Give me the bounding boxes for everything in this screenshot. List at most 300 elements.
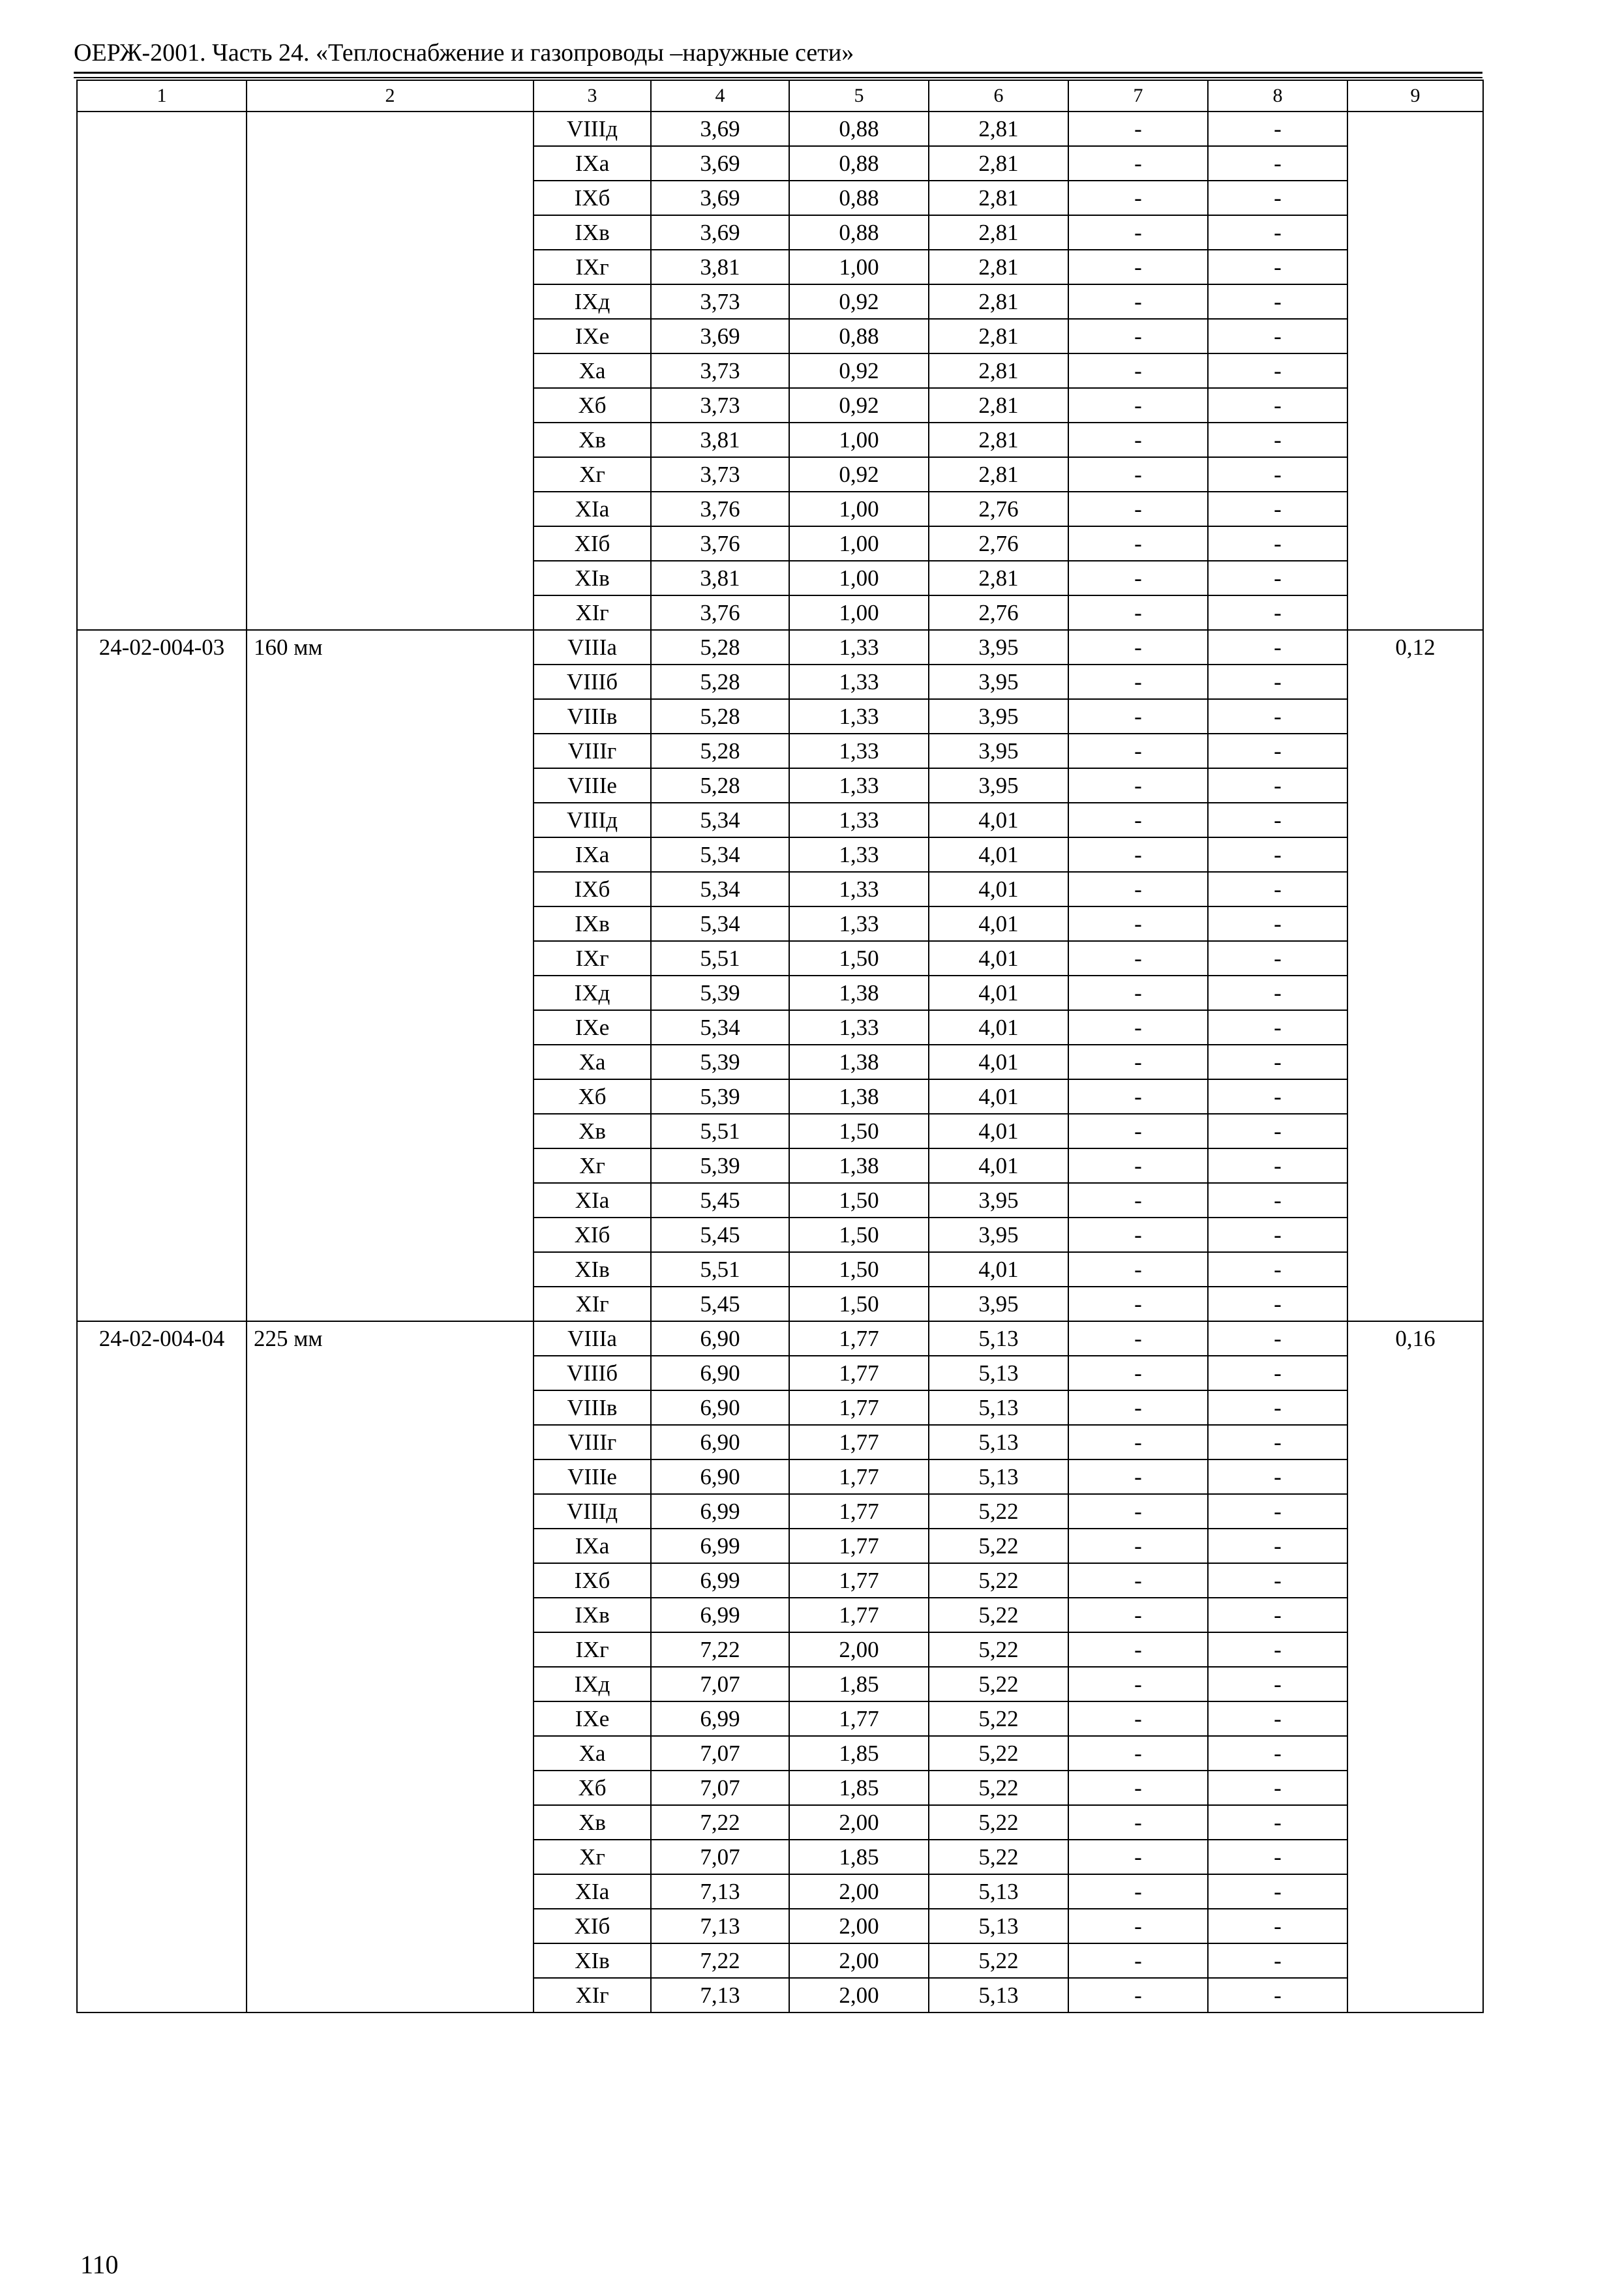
value-cell: - <box>1208 457 1347 492</box>
column-header: 2 <box>247 80 534 112</box>
column-9-cell: 0,12 <box>1347 630 1483 1321</box>
value-cell: 3,69 <box>651 319 789 353</box>
value-cell: - <box>1208 561 1347 595</box>
value-cell: - <box>1068 699 1208 734</box>
value-cell: 5,22 <box>929 1771 1068 1805</box>
value-cell: - <box>1068 1425 1208 1459</box>
value-cell: 2,76 <box>929 595 1068 630</box>
value-cell: 7,22 <box>651 1632 789 1667</box>
value-cell: 0,88 <box>789 319 929 353</box>
value-cell: - <box>1068 250 1208 284</box>
region-zone-cell: XIб <box>534 1218 651 1252</box>
region-zone-cell: Xб <box>534 1771 651 1805</box>
value-cell: - <box>1068 595 1208 630</box>
value-cell: 1,33 <box>789 665 929 699</box>
value-cell: - <box>1208 353 1347 388</box>
value-cell: 5,13 <box>929 1390 1068 1425</box>
value-cell: 6,90 <box>651 1356 789 1390</box>
value-cell: - <box>1208 1978 1347 2012</box>
value-cell: 5,13 <box>929 1459 1068 1494</box>
value-cell: 4,01 <box>929 872 1068 906</box>
value-cell: 4,01 <box>929 976 1068 1010</box>
region-zone-cell: Xг <box>534 1840 651 1874</box>
value-cell: 1,50 <box>789 1287 929 1321</box>
value-cell: 5,34 <box>651 906 789 941</box>
value-cell: 4,01 <box>929 1252 1068 1287</box>
value-cell: - <box>1068 1218 1208 1252</box>
region-zone-cell: XIв <box>534 1943 651 1978</box>
value-cell: 1,77 <box>789 1529 929 1563</box>
value-cell: 2,00 <box>789 1943 929 1978</box>
value-cell: 1,50 <box>789 1252 929 1287</box>
column-header: 4 <box>651 80 789 112</box>
value-cell: 1,00 <box>789 423 929 457</box>
value-cell: 7,07 <box>651 1667 789 1701</box>
value-cell: - <box>1068 1805 1208 1840</box>
value-cell: 5,22 <box>929 1840 1068 1874</box>
region-zone-cell: IXг <box>534 1632 651 1667</box>
region-zone-cell: IXд <box>534 284 651 319</box>
value-cell: - <box>1068 1183 1208 1218</box>
value-cell: 1,85 <box>789 1736 929 1771</box>
value-cell: - <box>1208 595 1347 630</box>
value-cell: 2,81 <box>929 457 1068 492</box>
value-cell: 5,13 <box>929 1978 1068 2012</box>
value-cell: - <box>1208 1390 1347 1425</box>
value-cell: - <box>1068 1667 1208 1701</box>
value-cell: - <box>1208 1874 1347 1909</box>
value-cell: 6,90 <box>651 1390 789 1425</box>
value-cell: - <box>1068 1114 1208 1148</box>
region-zone-cell: VIIIг <box>534 734 651 768</box>
column-header: 3 <box>534 80 651 112</box>
value-cell: 4,01 <box>929 1114 1068 1148</box>
value-cell: 1,50 <box>789 941 929 976</box>
value-cell: 5,39 <box>651 1045 789 1079</box>
column-header: 5 <box>789 80 929 112</box>
value-cell: 2,81 <box>929 181 1068 215</box>
region-zone-cell: XIа <box>534 492 651 526</box>
value-cell: 5,22 <box>929 1943 1068 1978</box>
region-zone-cell: Xа <box>534 353 651 388</box>
value-cell: 1,77 <box>789 1321 929 1356</box>
value-cell: - <box>1208 492 1347 526</box>
value-cell: - <box>1208 1218 1347 1252</box>
value-cell: - <box>1068 353 1208 388</box>
value-cell: 0,92 <box>789 457 929 492</box>
rate-name-cell: 225 мм <box>247 1321 534 2012</box>
value-cell: 6,99 <box>651 1529 789 1563</box>
region-zone-cell: VIIIд <box>534 1494 651 1529</box>
column-header: 8 <box>1208 80 1347 112</box>
value-cell: - <box>1208 1771 1347 1805</box>
value-cell: - <box>1208 1529 1347 1563</box>
value-cell: 1,85 <box>789 1840 929 1874</box>
value-cell: 4,01 <box>929 1148 1068 1183</box>
value-cell: 5,13 <box>929 1321 1068 1356</box>
value-cell: 1,33 <box>789 837 929 872</box>
value-cell: - <box>1208 112 1347 146</box>
value-cell: - <box>1068 1287 1208 1321</box>
region-zone-cell: Xа <box>534 1736 651 1771</box>
value-cell: - <box>1068 1701 1208 1736</box>
value-cell: - <box>1068 284 1208 319</box>
region-zone-cell: VIIIб <box>534 1356 651 1390</box>
value-cell: - <box>1068 1909 1208 1943</box>
value-cell: 2,00 <box>789 1632 929 1667</box>
value-cell: 0,88 <box>789 181 929 215</box>
column-header: 1 <box>77 80 247 112</box>
region-zone-cell: VIIIд <box>534 112 651 146</box>
value-cell: - <box>1208 1183 1347 1218</box>
value-cell: - <box>1208 1148 1347 1183</box>
region-zone-cell: Xг <box>534 1148 651 1183</box>
value-cell: - <box>1068 630 1208 665</box>
value-cell: 5,39 <box>651 976 789 1010</box>
value-cell: 0,88 <box>789 146 929 181</box>
value-cell: 4,01 <box>929 906 1068 941</box>
value-cell: - <box>1068 1321 1208 1356</box>
value-cell: 5,45 <box>651 1183 789 1218</box>
value-cell: - <box>1208 941 1347 976</box>
value-cell: 5,22 <box>929 1529 1068 1563</box>
value-cell: - <box>1068 837 1208 872</box>
value-cell: 3,95 <box>929 734 1068 768</box>
value-cell: 1,33 <box>789 1010 929 1045</box>
region-zone-cell: IXа <box>534 146 651 181</box>
value-cell: - <box>1208 1079 1347 1114</box>
value-cell: 2,81 <box>929 284 1068 319</box>
value-cell: - <box>1208 181 1347 215</box>
value-cell: - <box>1068 112 1208 146</box>
value-cell: 3,95 <box>929 699 1068 734</box>
value-cell: - <box>1208 250 1347 284</box>
value-cell: 5,34 <box>651 872 789 906</box>
value-cell: 2,81 <box>929 112 1068 146</box>
value-cell: - <box>1208 423 1347 457</box>
value-cell: 5,28 <box>651 734 789 768</box>
rate-code-cell: 24-02-004-04 <box>77 1321 247 2012</box>
value-cell: 1,77 <box>789 1701 929 1736</box>
value-cell: 4,01 <box>929 1010 1068 1045</box>
value-cell: 1,33 <box>789 906 929 941</box>
value-cell: 3,95 <box>929 1183 1068 1218</box>
region-zone-cell: IXа <box>534 1529 651 1563</box>
value-cell: 5,22 <box>929 1632 1068 1667</box>
value-cell: 5,22 <box>929 1494 1068 1529</box>
value-cell: 5,34 <box>651 1010 789 1045</box>
region-zone-cell: Xв <box>534 1114 651 1148</box>
value-cell: - <box>1068 1771 1208 1805</box>
value-cell: 1,77 <box>789 1563 929 1598</box>
value-cell: 4,01 <box>929 1079 1068 1114</box>
value-cell: - <box>1208 1805 1347 1840</box>
value-cell: - <box>1068 526 1208 561</box>
value-cell: 6,90 <box>651 1459 789 1494</box>
region-zone-cell: VIIIг <box>534 1425 651 1459</box>
value-cell: 4,01 <box>929 803 1068 837</box>
value-cell: 1,00 <box>789 561 929 595</box>
value-cell: 3,69 <box>651 146 789 181</box>
value-cell: 1,33 <box>789 803 929 837</box>
value-cell: 5,51 <box>651 1252 789 1287</box>
value-cell: - <box>1208 630 1347 665</box>
value-cell: 2,81 <box>929 423 1068 457</box>
region-zone-cell: XIг <box>534 1978 651 2012</box>
value-cell: - <box>1068 1632 1208 1667</box>
value-cell: 5,22 <box>929 1667 1068 1701</box>
value-cell: 3,81 <box>651 423 789 457</box>
value-cell: - <box>1068 1943 1208 1978</box>
region-zone-cell: IXб <box>534 1563 651 1598</box>
region-zone-cell: IXе <box>534 1701 651 1736</box>
value-cell: - <box>1208 1252 1347 1287</box>
value-cell: - <box>1208 1114 1347 1148</box>
value-cell: - <box>1208 665 1347 699</box>
value-cell: - <box>1068 423 1208 457</box>
value-cell: 1,38 <box>789 1045 929 1079</box>
region-zone-cell: Xб <box>534 1079 651 1114</box>
value-cell: - <box>1208 872 1347 906</box>
value-cell: 1,38 <box>789 1079 929 1114</box>
rate-name-cell: 160 мм <box>247 630 534 1321</box>
value-cell: 7,13 <box>651 1978 789 2012</box>
value-cell: 1,77 <box>789 1598 929 1632</box>
value-cell: - <box>1068 1736 1208 1771</box>
column-header: 6 <box>929 80 1068 112</box>
value-cell: - <box>1068 1356 1208 1390</box>
value-cell: 5,28 <box>651 665 789 699</box>
region-zone-cell: IXд <box>534 976 651 1010</box>
value-cell: 1,00 <box>789 526 929 561</box>
rate-code-cell <box>77 112 247 630</box>
value-cell: - <box>1208 319 1347 353</box>
page-number: 110 <box>80 2250 119 2279</box>
value-cell: - <box>1208 215 1347 250</box>
value-cell: - <box>1068 1598 1208 1632</box>
value-cell: 2,81 <box>929 388 1068 423</box>
value-cell: 3,76 <box>651 595 789 630</box>
value-cell: 2,00 <box>789 1874 929 1909</box>
region-zone-cell: XIг <box>534 1287 651 1321</box>
region-zone-cell: IXв <box>534 215 651 250</box>
value-cell: - <box>1208 1563 1347 1598</box>
value-cell: - <box>1068 1874 1208 1909</box>
region-zone-cell: XIг <box>534 595 651 630</box>
value-cell: - <box>1208 699 1347 734</box>
value-cell: - <box>1208 146 1347 181</box>
value-cell: - <box>1068 941 1208 976</box>
value-cell: 1,33 <box>789 630 929 665</box>
value-cell: 5,34 <box>651 803 789 837</box>
value-cell: - <box>1068 768 1208 803</box>
value-cell: 2,00 <box>789 1978 929 2012</box>
value-cell: 2,81 <box>929 250 1068 284</box>
value-cell: 3,73 <box>651 388 789 423</box>
region-zone-cell: XIв <box>534 561 651 595</box>
value-cell: - <box>1068 146 1208 181</box>
value-cell: - <box>1208 1632 1347 1667</box>
region-zone-cell: IXг <box>534 250 651 284</box>
table-body <box>77 80 1483 2012</box>
value-cell: 5,22 <box>929 1736 1068 1771</box>
value-cell: 3,95 <box>929 768 1068 803</box>
value-cell: - <box>1068 734 1208 768</box>
value-cell: - <box>1208 526 1347 561</box>
region-zone-cell: IXв <box>534 906 651 941</box>
value-cell: 3,73 <box>651 284 789 319</box>
region-zone-cell: IXг <box>534 941 651 976</box>
value-cell: 3,95 <box>929 1218 1068 1252</box>
value-cell: - <box>1208 1701 1347 1736</box>
column-header: 7 <box>1068 80 1208 112</box>
value-cell: - <box>1208 1494 1347 1529</box>
value-cell: - <box>1068 1079 1208 1114</box>
value-cell: - <box>1208 1356 1347 1390</box>
value-cell: 5,39 <box>651 1148 789 1183</box>
value-cell: 5,13 <box>929 1356 1068 1390</box>
region-zone-cell: VIIIв <box>534 699 651 734</box>
value-cell: 2,00 <box>789 1909 929 1943</box>
value-cell: 1,77 <box>789 1425 929 1459</box>
value-cell: 2,81 <box>929 319 1068 353</box>
value-cell: - <box>1208 768 1347 803</box>
value-cell: - <box>1208 1598 1347 1632</box>
region-zone-cell: XIа <box>534 1183 651 1218</box>
region-zone-cell: IXд <box>534 1667 651 1701</box>
value-cell: - <box>1068 1529 1208 1563</box>
value-cell: - <box>1208 1459 1347 1494</box>
value-cell: 0,92 <box>789 388 929 423</box>
region-zone-cell: VIIIе <box>534 1459 651 1494</box>
value-cell: 0,92 <box>789 284 929 319</box>
value-cell: - <box>1208 803 1347 837</box>
column-9-cell <box>1347 112 1483 630</box>
value-cell: - <box>1208 837 1347 872</box>
value-cell: 1,50 <box>789 1218 929 1252</box>
value-cell: - <box>1068 872 1208 906</box>
region-zone-cell: XIв <box>534 1252 651 1287</box>
value-cell: 6,99 <box>651 1701 789 1736</box>
value-cell: 4,01 <box>929 1045 1068 1079</box>
value-cell: 1,33 <box>789 699 929 734</box>
value-cell: 1,50 <box>789 1183 929 1218</box>
value-cell: 1,77 <box>789 1390 929 1425</box>
value-cell: 2,81 <box>929 353 1068 388</box>
region-zone-cell: IXе <box>534 1010 651 1045</box>
value-cell: 3,69 <box>651 112 789 146</box>
value-cell: - <box>1068 457 1208 492</box>
value-cell: - <box>1208 976 1347 1010</box>
value-cell: - <box>1068 181 1208 215</box>
value-cell: 7,13 <box>651 1909 789 1943</box>
value-cell: 0,88 <box>789 112 929 146</box>
value-cell: - <box>1068 1252 1208 1287</box>
value-cell: 3,73 <box>651 353 789 388</box>
value-cell: 1,33 <box>789 734 929 768</box>
value-cell: 7,07 <box>651 1840 789 1874</box>
column-header-row <box>77 80 1483 112</box>
value-cell: - <box>1068 1148 1208 1183</box>
value-cell: 1,00 <box>789 492 929 526</box>
value-cell: - <box>1208 388 1347 423</box>
value-cell: 0,92 <box>789 353 929 388</box>
value-cell: - <box>1208 1045 1347 1079</box>
table-row <box>77 112 1483 146</box>
value-cell: - <box>1208 1667 1347 1701</box>
value-cell: 1,00 <box>789 250 929 284</box>
value-cell: 1,00 <box>789 595 929 630</box>
value-cell: 6,99 <box>651 1598 789 1632</box>
page-title: ОЕРЖ-2001. Часть 24. «Теплоснабжение и газопроводы –наружные сети» <box>74 39 854 67</box>
value-cell: - <box>1208 1287 1347 1321</box>
value-cell: 5,13 <box>929 1425 1068 1459</box>
value-cell: - <box>1208 1943 1347 1978</box>
region-zone-cell: Xг <box>534 457 651 492</box>
value-cell: 5,13 <box>929 1909 1068 1943</box>
value-cell: 5,34 <box>651 837 789 872</box>
value-cell: 5,51 <box>651 941 789 976</box>
value-cell: - <box>1068 1494 1208 1529</box>
region-zone-cell: IXб <box>534 181 651 215</box>
region-zone-cell: VIIIб <box>534 665 651 699</box>
value-cell: - <box>1068 976 1208 1010</box>
column-header: 9 <box>1347 80 1483 112</box>
value-cell: - <box>1068 1010 1208 1045</box>
region-zone-cell: Xв <box>534 1805 651 1840</box>
value-cell: 1,85 <box>789 1667 929 1701</box>
value-cell: 5,28 <box>651 630 789 665</box>
value-cell: 2,76 <box>929 492 1068 526</box>
region-zone-cell: IXб <box>534 872 651 906</box>
value-cell: 1,33 <box>789 768 929 803</box>
value-cell: 1,33 <box>789 872 929 906</box>
region-zone-cell: Xв <box>534 423 651 457</box>
value-cell: 2,00 <box>789 1805 929 1840</box>
value-cell: - <box>1208 1321 1347 1356</box>
value-cell: 5,45 <box>651 1287 789 1321</box>
value-cell: 1,50 <box>789 1114 929 1148</box>
value-cell: 5,22 <box>929 1598 1068 1632</box>
value-cell: 3,81 <box>651 561 789 595</box>
value-cell: 6,99 <box>651 1494 789 1529</box>
value-cell: - <box>1068 803 1208 837</box>
value-cell: - <box>1068 665 1208 699</box>
value-cell: 7,07 <box>651 1771 789 1805</box>
value-cell: 4,01 <box>929 837 1068 872</box>
region-zone-cell: XIб <box>534 1909 651 1943</box>
value-cell: 1,77 <box>789 1459 929 1494</box>
value-cell: 1,38 <box>789 976 929 1010</box>
value-cell: - <box>1208 906 1347 941</box>
value-cell: - <box>1068 1840 1208 1874</box>
region-zone-cell: IXе <box>534 319 651 353</box>
value-cell: 3,73 <box>651 457 789 492</box>
region-zone-cell: IXа <box>534 837 651 872</box>
value-cell: 6,90 <box>651 1425 789 1459</box>
value-cell: - <box>1068 1563 1208 1598</box>
value-cell: 3,69 <box>651 215 789 250</box>
value-cell: - <box>1068 561 1208 595</box>
value-cell: - <box>1208 1736 1347 1771</box>
value-cell: 5,39 <box>651 1079 789 1114</box>
rate-code-cell: 24-02-004-03 <box>77 630 247 1321</box>
rates-table <box>76 80 1484 2013</box>
table-row <box>77 630 1483 665</box>
value-cell: 1,85 <box>789 1771 929 1805</box>
value-cell: - <box>1068 906 1208 941</box>
value-cell: - <box>1208 1010 1347 1045</box>
